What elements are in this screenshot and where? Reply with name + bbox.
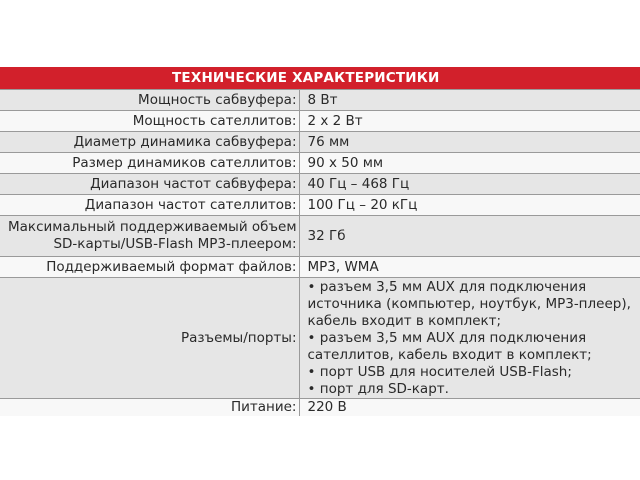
spec-label: Разъемы/порты: [0, 278, 299, 399]
port-list-line: источника (компьютер, ноутбук, МР3-плеер), [307, 295, 631, 312]
port-list-line: • порт USB для носителей USB-Flash; [307, 363, 572, 380]
spec-label: Диапазон частот сателлитов: [0, 195, 299, 216]
spec-value: 8 Вт [305, 90, 640, 111]
spec-row-subwoofer-frequency [0, 174, 640, 195]
port-list-line: • порт для SD-карт. [307, 380, 449, 397]
spec-row-satellite-size [0, 153, 640, 174]
spec-value: МР3, WMA [305, 257, 640, 278]
spec-label [0, 216, 299, 257]
spec-row-ports [0, 278, 640, 399]
spec-row-subwoofer-power [0, 90, 640, 111]
spec-label: Диапазон частот сабвуфера: [0, 174, 299, 195]
specs-header-bar [0, 67, 640, 89]
bottom-margin [0, 416, 640, 480]
spec-value: 220 В [305, 399, 640, 417]
spec-value: 76 мм [305, 132, 640, 153]
spec-label: Питание: [0, 399, 299, 417]
spec-row-max-storage [0, 216, 640, 257]
spec-value: 32 Гб [305, 216, 640, 257]
spec-value: 90 х 50 мм [305, 153, 640, 174]
port-list-line: • разъем 3,5 мм AUX для подключения [307, 329, 587, 346]
specs-table [0, 89, 640, 417]
spec-label: Мощность сателлитов: [0, 111, 299, 132]
specs-title: ТЕХНИЧЕСКИЕ ХАРАКТЕРИСТИКИ [172, 70, 440, 86]
spec-value: 40 Гц – 468 Гц [305, 174, 640, 195]
spec-label: Размер динамиков сателлитов: [0, 153, 299, 174]
spec-label: Мощность сабвуфера: [0, 90, 299, 111]
spec-label-line: SD-карты/USB-Flash МР3-плеером: [53, 236, 297, 252]
spec-label: Поддерживаемый формат файлов: [0, 257, 299, 278]
spec-value: 100 Гц – 20 кГц [305, 195, 640, 216]
port-list-line: сателлитов, кабель входит в комплект; [307, 346, 592, 363]
port-list-line: • разъем 3,5 мм AUX для подключения [307, 278, 587, 295]
spec-label: Диаметр динамика сабвуфера: [0, 132, 299, 153]
spec-row-subwoofer-diameter [0, 132, 640, 153]
spec-value-list [305, 278, 640, 399]
spec-row-satellite-power [0, 111, 640, 132]
spec-row-power-supply [0, 399, 640, 417]
port-list-line: кабель входит в комплект; [307, 312, 502, 329]
top-margin [0, 0, 640, 67]
spec-row-satellite-frequency [0, 195, 640, 216]
spec-row-file-formats [0, 257, 640, 278]
spec-label-line: Максимальный поддерживаемый объем [8, 219, 297, 235]
spec-value: 2 х 2 Вт [305, 111, 640, 132]
